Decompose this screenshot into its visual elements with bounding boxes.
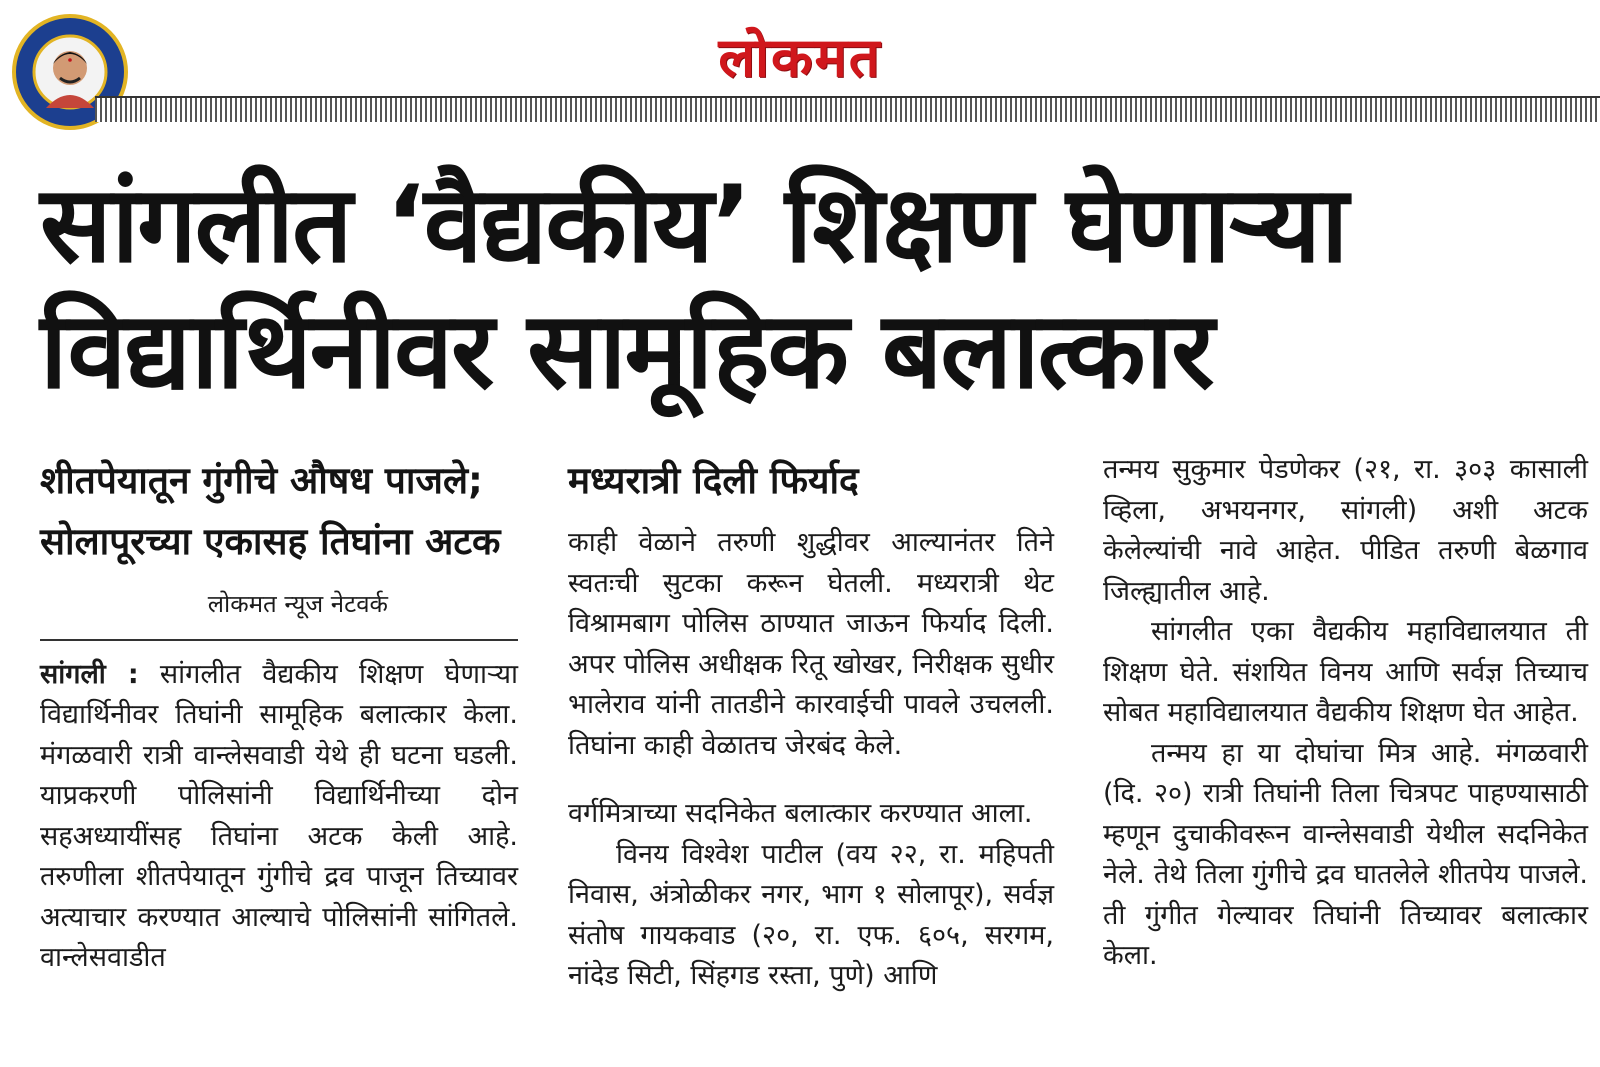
article-column-3 — [1103, 450, 1588, 977]
column-2-paragraph-1: काही वेळाने तरुणी शुद्धीवर आल्यानंतर तिने स्वतःची सुटका करून घेतली. मध्यरात्री थेट विश्रामबाग पोलिस ठाण्यात जाऊन फिर्याद दिली. अपर पोलिस अधीक्षक रितू खोखर, निरीक्षक सुधीर भालेराव यांनी तातडीने कारवाईची पावले उचलली. तिघांना काही वेळातच जेरबंद केले. — [568, 527, 1054, 761]
page-bottom-cut — [0, 1052, 1600, 1067]
newspaper-masthead: लोकमत — [718, 25, 882, 89]
byline: लोकमत न्यूज नेटवर्क — [207, 590, 388, 618]
column-3-paragraph-3: तन्मय हा या दोघांचा मित्र आहे. मंगळवारी (दि. २०) रात्री तिघांनी तिला चित्रपट पाहण्यासाठी म्हणून दुचाकीवरून वान्लेसवाडी येथील सदनिकेत नेले. तेथे तिला गुंगीचे द्रव घातलेले शीतपेय पाजले. ती गुंगीत गेल्यावर तिघांनी तिच्यावर बलात्कार केला. — [1103, 737, 1588, 971]
column-1-subheadline: शीतपेयातून गुंगीचे औषध पाजले; सोलापूरच्या एकासह तिघांना अटक — [40, 459, 501, 563]
article-column-2 — [568, 450, 1054, 997]
column-3-paragraph-1: तन्मय सुकुमार पेडणेकर (२१, रा. ३०३ कासाली व्हिला, अभयनगर, सांगली) अशी अटक केलेल्यांची नावे आहेत. पीडित तरुणी बेळगाव जिल्ह्यातील आहे. — [1103, 454, 1588, 607]
column-1-body-text: सांगलीत वैद्यकीय शिक्षण घेणाऱ्या विद्यार्थिनीवर तिघांनी सामूहिक बलात्कार केला. मंगळवारी रात्री वान्लेसवाडी येथे ही घटना घडली. याप्रकरणी पोलिसांनी विद्यार्थिनीच्या दोन सहअध्यायींसह तिघांना अटक केली आहे. तरुणीला शीतपेयातून गुंगीचे द्रव पाजून तिच्यावर अत्याचार करण्यात आल्याचे पोलिसांनी सांगितले. वान्लेसवाडीत — [40, 658, 518, 973]
column-2-subheadline: मध्यरात्री दिली फिर्याद — [568, 459, 859, 502]
column-3-paragraph-2: सांगलीत एका वैद्यकीय महाविद्यालयात ती शिक्षण घेते. संशयित विनय आणि सर्वज्ञ तिच्याच सोबत महाविद्यालयात वैद्यकीय शिक्षण घेत आहेत. — [1103, 616, 1588, 728]
headline-line-2: विद्यार्थिनीवर सामूहिक बलात्कार — [40, 289, 1213, 412]
dateline: सांगली : — [40, 658, 139, 690]
column-2-paragraph-2: वर्गमित्राच्या सदनिकेत बलात्कार करण्यात आला. — [568, 798, 1033, 829]
column-1-body — [40, 655, 518, 979]
headline-line-1: सांगलीत ‘वैद्यकीय’ शिक्षण घेणाऱ्या — [40, 163, 1347, 286]
byline-rule — [40, 639, 518, 641]
column-2-paragraph-3: विनय विश्वेश पाटील (वय २२, रा. महिपती निवास, अंत्रोळीकर नगर, भाग १ सोलापूर), सर्वज्ञ संतोष गायकवाड (२०, रा. एफ. ६०५, सरगम, नांदेड सिटी, सिंहगड रस्ता, पुणे) आणि — [568, 838, 1054, 991]
masthead-hatch-divider — [95, 98, 1600, 122]
article-column-1 — [40, 450, 518, 979]
article-headline — [40, 162, 1560, 414]
